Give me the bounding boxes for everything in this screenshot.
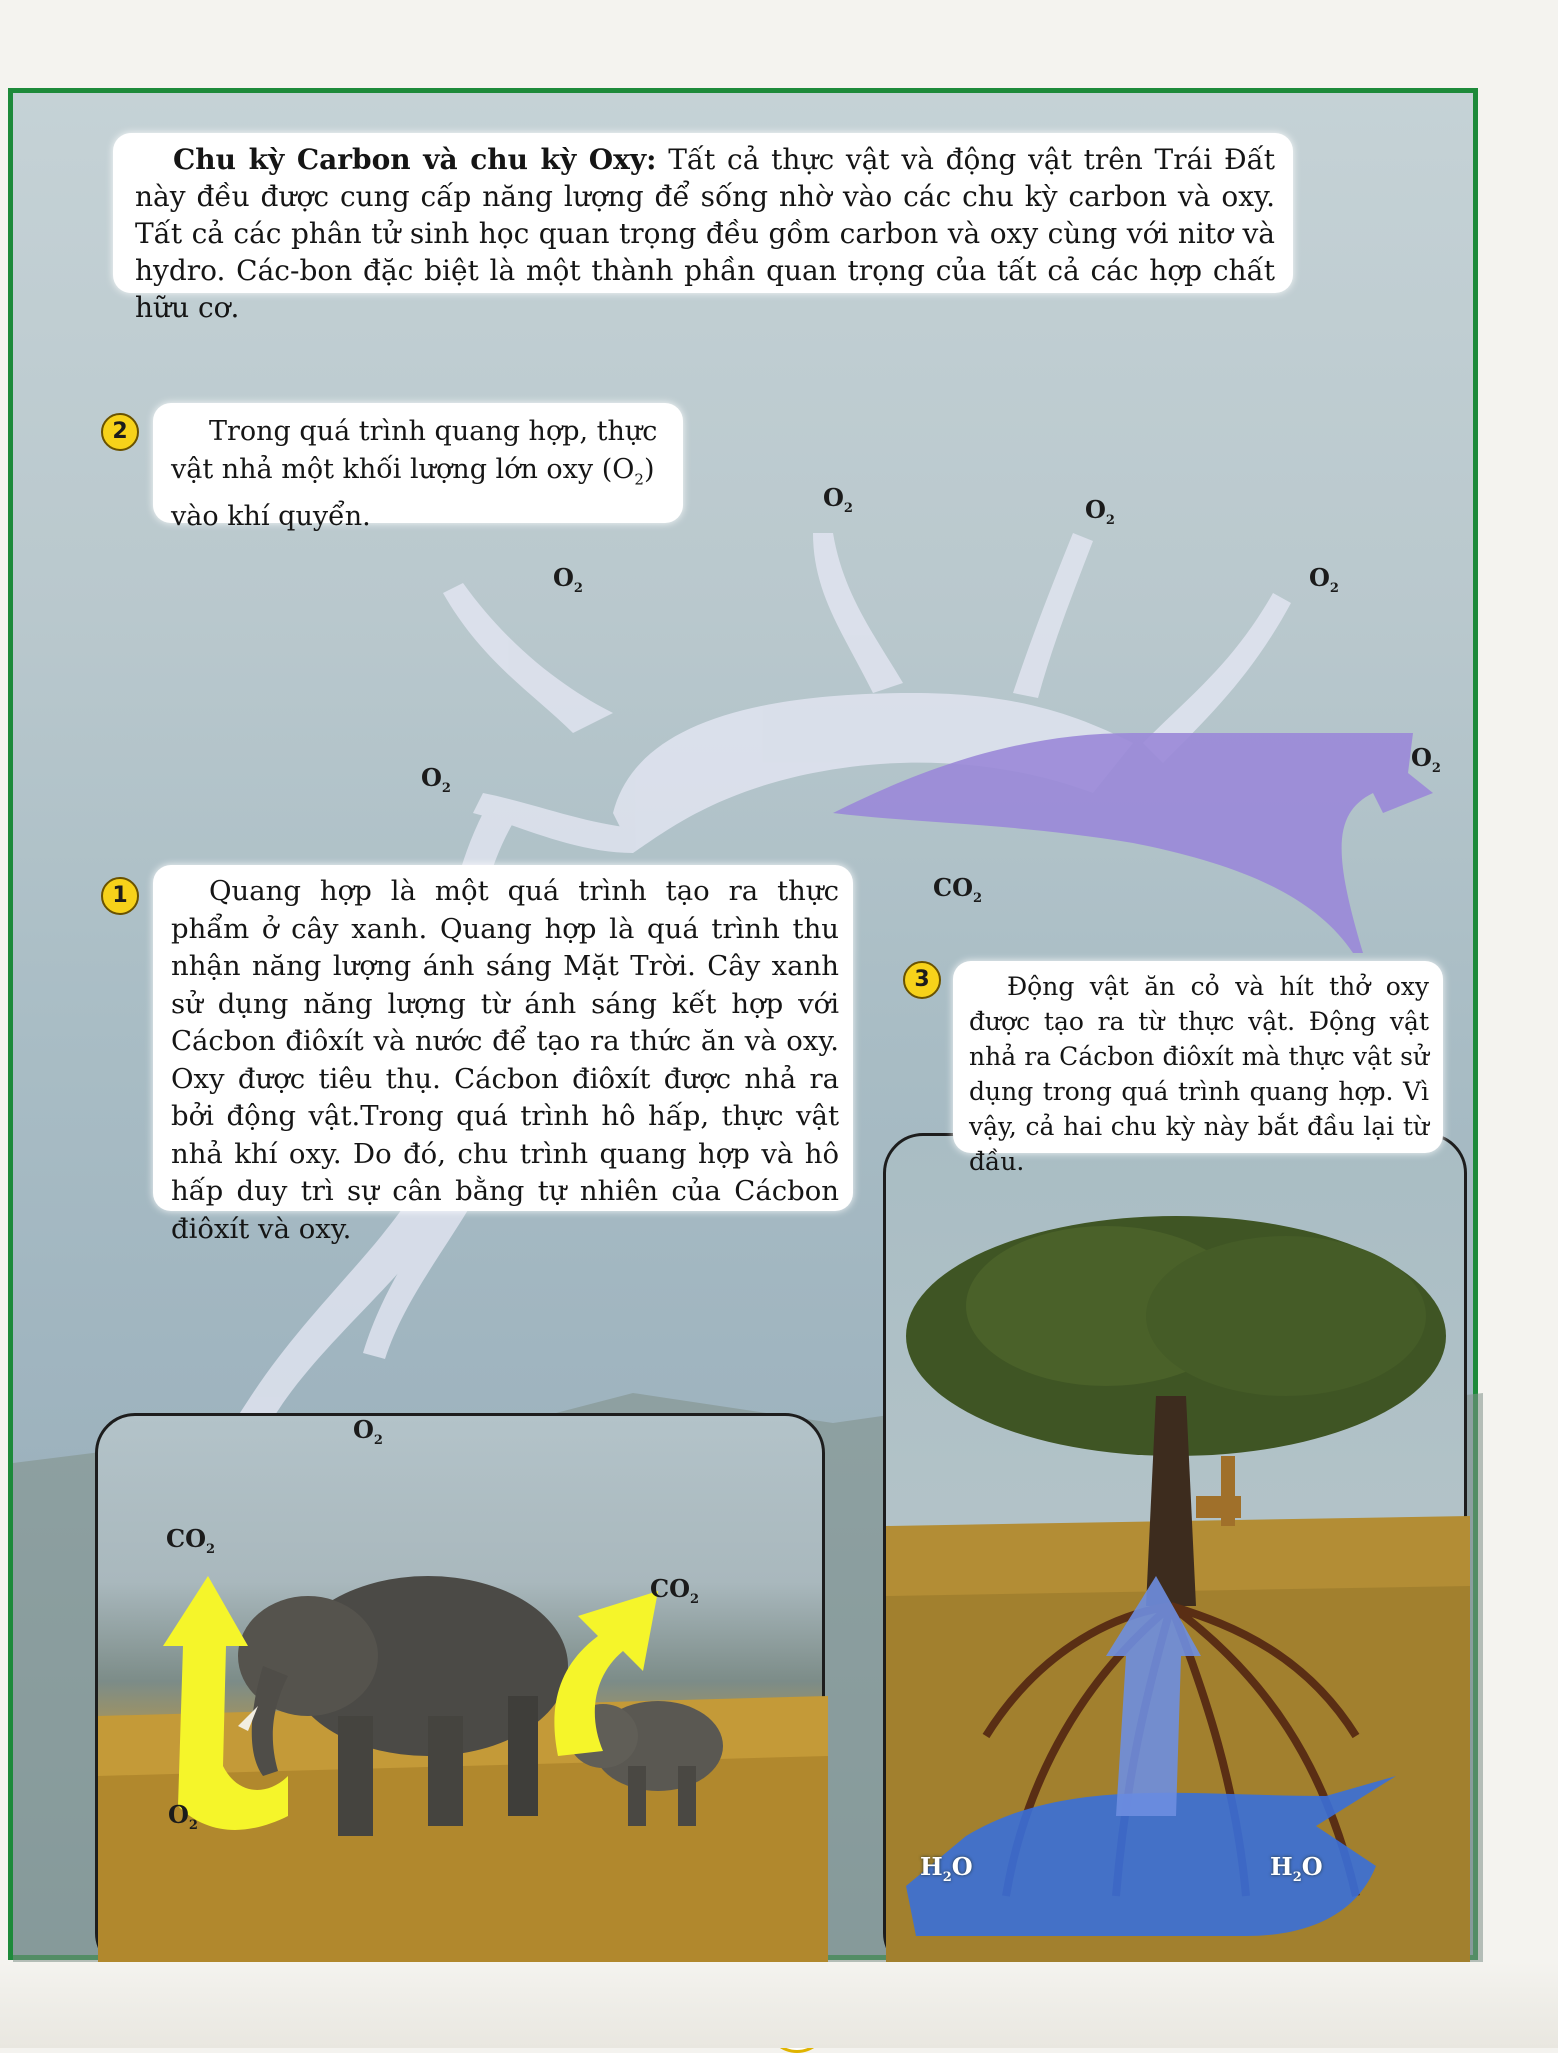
intro-paragraph (113, 133, 1293, 324)
step-3-box (953, 961, 1443, 1176)
step-2-badge: 2 (101, 413, 139, 451)
step-3-text: Động vật ăn cỏ và hít thở oxy được tạo ra từ thực vật. Động vật nhả ra Cácbon điôxít mà thực vật sử dụng trong quá trình quang hợp. Vì vậy, cả hai chu kỳ này bắt đầu lại từ đầu. (969, 972, 1429, 1176)
tree-photo (883, 1133, 1467, 1973)
intro-heading: Chu kỳ Carbon và chu kỳ Oxy: (173, 143, 657, 176)
elephant-photo (95, 1413, 825, 1973)
o2-label: $O_2$ (168, 1800, 198, 1833)
step-1-box (153, 865, 853, 1245)
o2-label: $O_2$ (353, 1415, 383, 1448)
step-3-badge: 3 (903, 961, 941, 999)
o2-label: $O_2$ (1411, 743, 1441, 776)
co2-label: $CO_2$ (650, 1574, 700, 1607)
o2-label: $O_2$ (421, 763, 451, 796)
o2-label: $O_2$ (1309, 563, 1339, 596)
o2-label: $O_2$ (823, 483, 853, 516)
o2-label: $O_2$ (1085, 495, 1115, 528)
step-2-box (153, 403, 683, 533)
intro-body: Tất cả thực vật và động vật trên Trái Đất này đều được cung cấp năng lượng để sống nhờ vào các chu kỳ carbon và oxy. Tất cả các phân tử sinh học quan trọng đều gồm carbon và oxy cùng với nitơ và hydro. Các-bon đặc biệt là một thành phần quan trọng của tất cả các hợp chất hữu cơ. (135, 143, 1276, 324)
step-2-text-b: ) vào khí quyển. (171, 454, 655, 533)
step-1-text: Quang hợp là một quá trình tạo ra thực phẩm ở cây xanh. Quang hợp là quá trình thu nhận năng lượng ánh sáng Mặt Trời. Cây xanh sử dụng năng lượng từ ánh sáng kết hợp với Cácbon điôxít và nước để tạo ra thức ăn và oxy. Oxy được tiêu thụ. Cácbon điôxít được nhả ra bởi động vật.Trong quá trình hô hấp, thực vật nhả khí oxy. Do đó, chu trình quang hợp và hô hấp duy trì sự cân bằng tự nhiên của Cácbon điôxít và oxy. (171, 875, 839, 1245)
page-margin-bottom (0, 1962, 1558, 2048)
step-2-sub: 2 (634, 470, 644, 489)
elephant-illustration (98, 1416, 828, 1976)
tree-illustration (886, 1136, 1470, 1976)
step-2-text-a: Trong quá trình quang hợp, thực vật nhả một khối lượng lớn oxy (O (171, 416, 658, 485)
o2-label: $O_2$ (553, 563, 583, 596)
co2-label: $CO_2$ (166, 1524, 216, 1557)
step-1-badge: 1 (101, 877, 139, 915)
page-frame (8, 88, 1478, 1960)
h2o-label: $H_2O$ (1270, 1852, 1323, 1885)
co2-purple-arrow (833, 733, 1433, 953)
co2-label: $CO_2$ (933, 873, 983, 906)
h2o-label: $H_2O$ (920, 1852, 973, 1885)
